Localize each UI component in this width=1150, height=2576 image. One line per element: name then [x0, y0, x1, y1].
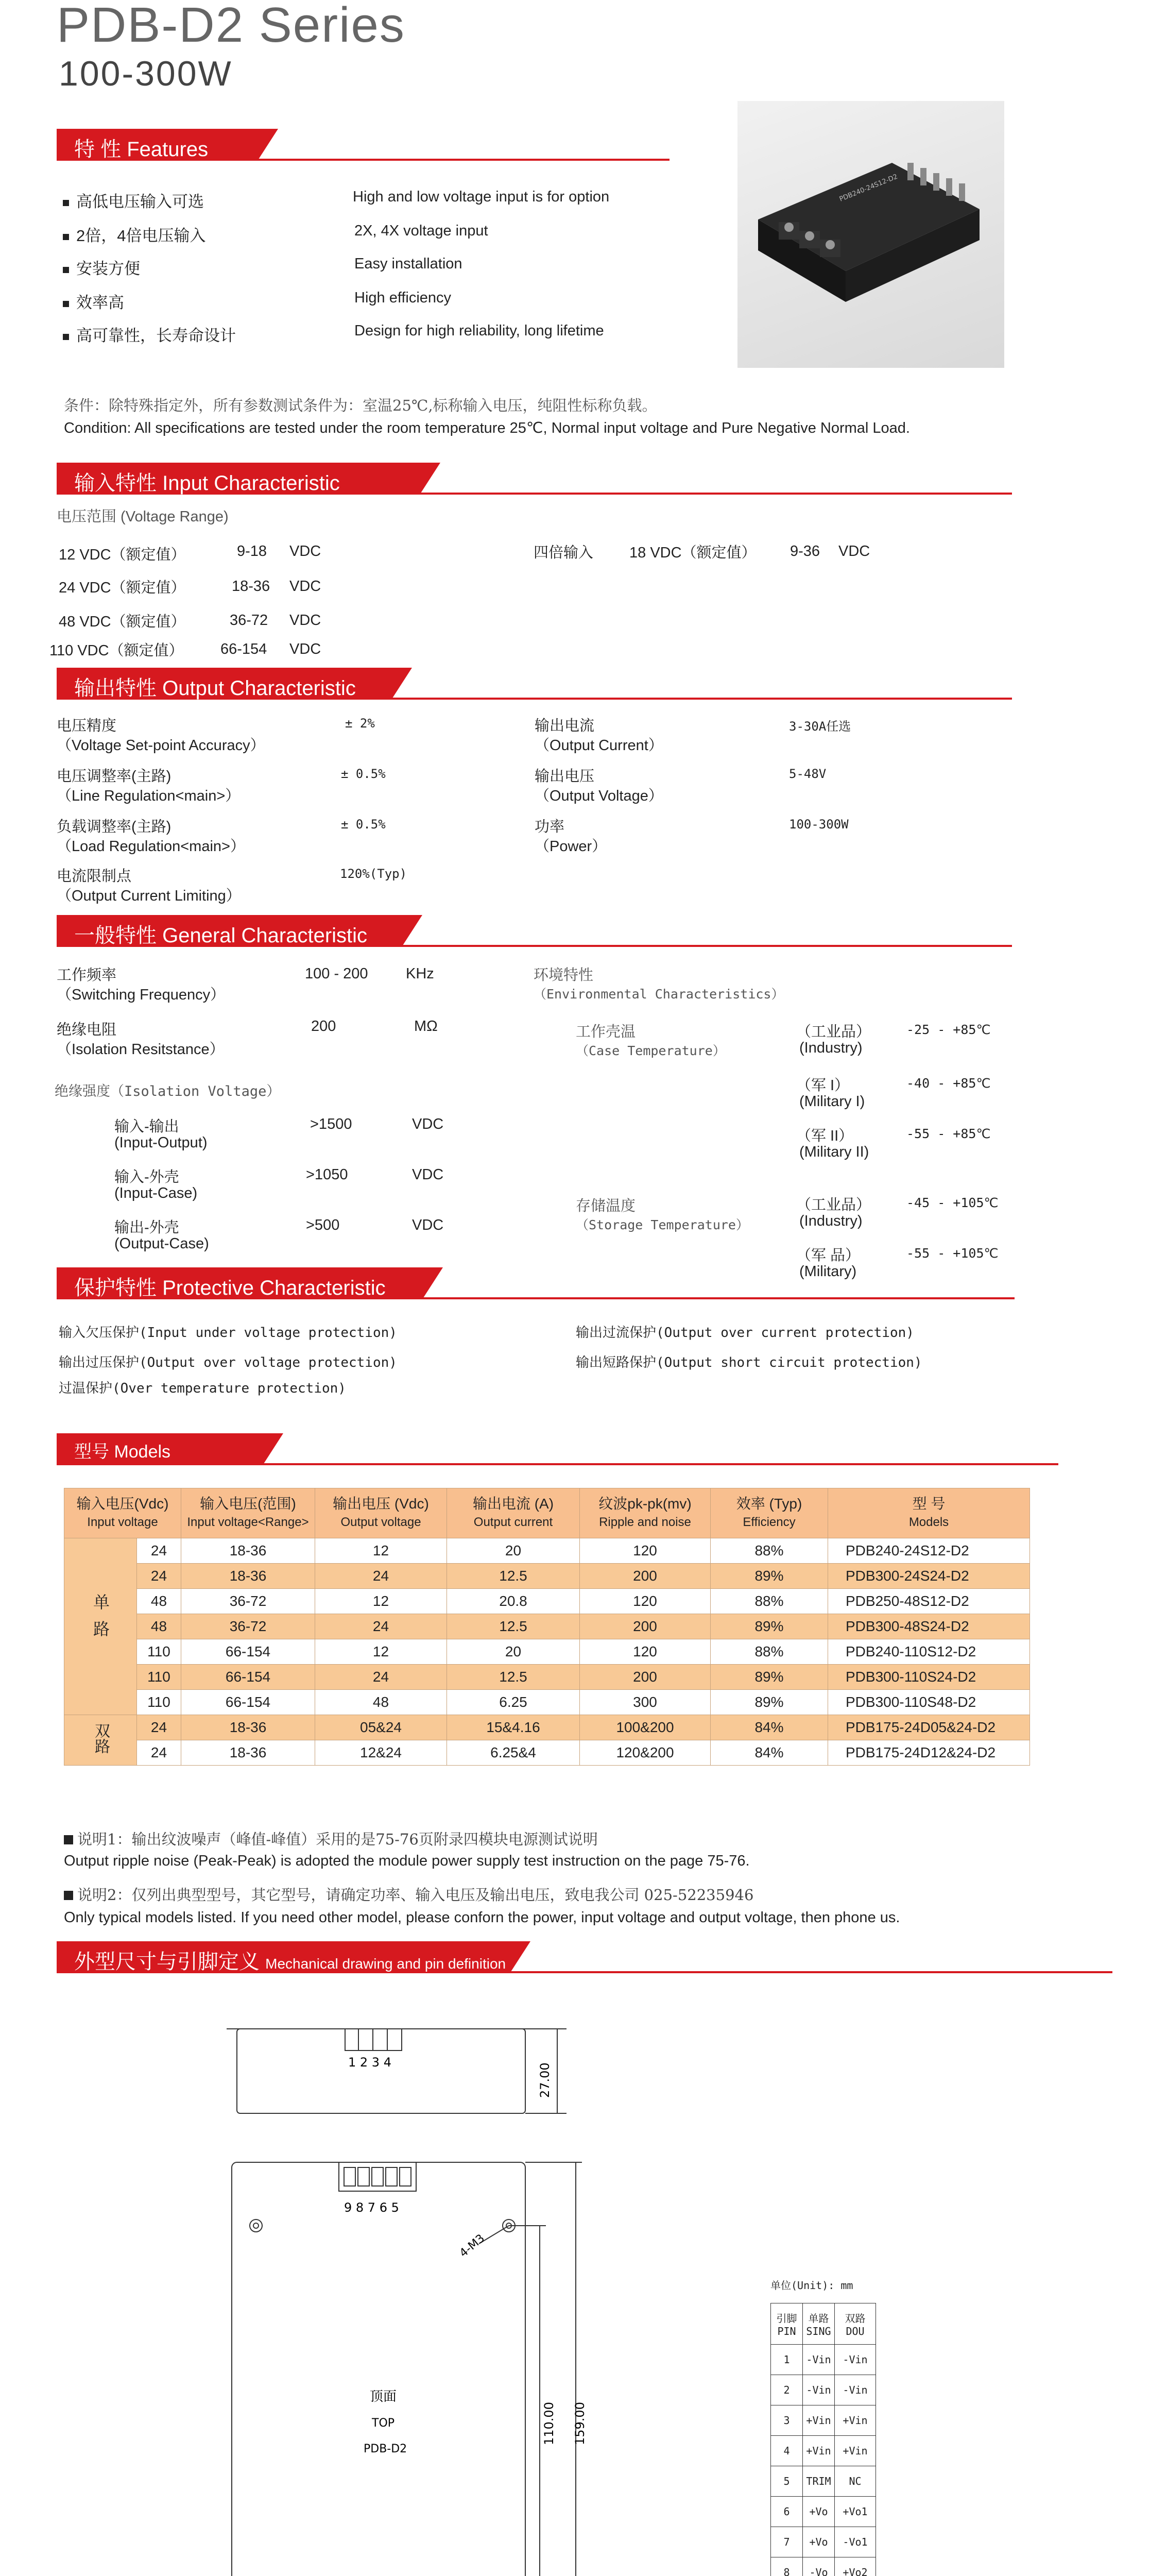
table-cell: 24 [315, 1564, 447, 1589]
output-param-en: （Output Current Limiting） [57, 888, 241, 904]
feature-item-en: High efficiency [354, 290, 452, 306]
table-cell: 89% [711, 1564, 828, 1589]
col-header: 输出电流 (A) Output current [447, 1488, 580, 1538]
freq-en: （Switching Frequency） [57, 987, 226, 1003]
freq-cn: 工作频率 [57, 967, 117, 984]
table-cell: 18-36 [181, 1740, 315, 1766]
input-banner-label: 输入特性 Input Characteristic [74, 472, 340, 495]
output-param-cn: 输出电流 [535, 718, 595, 734]
input-row-range: 18-36 [232, 578, 270, 595]
quad-input-name: 18 VDC（额定值） [629, 545, 757, 561]
table-row [64, 1715, 1030, 1740]
note-2-en: Only typical models listed. If you need other model, please conforn the power, input voltage and output voltage, then phone us. [64, 1909, 900, 1926]
table-cell: 24 [137, 1740, 181, 1766]
input-row-unit: VDC [289, 612, 321, 629]
case-grade: （军 II） [796, 1128, 854, 1144]
input-row-range: 36-72 [230, 612, 268, 629]
page-title: PDB-D2 Series [57, 0, 405, 53]
group-double: 双路 [64, 1715, 137, 1766]
pin-row [771, 2497, 876, 2527]
table-cell: 12.5 [447, 1564, 580, 1589]
table-cell: 200 [580, 1564, 711, 1589]
pin-row [771, 2405, 876, 2436]
iso-val: >500 [306, 1217, 340, 1233]
feature-item: 效率高 [63, 290, 124, 313]
feature-item: 安装方便 [63, 256, 140, 279]
env-cn: 环境特性 [534, 967, 594, 984]
table-cell: 20 [447, 1538, 580, 1564]
freq-val: 100 - 200 [305, 965, 368, 982]
side-pins: 1 2 3 4 [348, 2055, 391, 2070]
model-cell: PDB175-24D12&24-D2 [828, 1740, 1030, 1766]
model-cell: PDB300-24S24-D2 [828, 1564, 1030, 1589]
table-cell: 84% [711, 1740, 828, 1766]
col-header: 输入电压(范围) Input voltage<Range> [181, 1488, 315, 1538]
case-range: -25 - +85℃ [906, 1022, 991, 1037]
hole-label: 4-M3 [457, 2232, 487, 2260]
storage-grade: （军 品） [796, 1247, 861, 1264]
iso-en: (Input-Output) [114, 1134, 208, 1151]
output-param-en: （Power） [535, 838, 607, 855]
output-param-val: ± 0.5% [341, 767, 386, 781]
pin-cell: -Vin [803, 2375, 835, 2405]
input-row-range: 66-154 [220, 641, 267, 657]
pin-row [771, 2375, 876, 2405]
table-cell: 18-36 [181, 1538, 315, 1564]
pin-cell: 1 [771, 2345, 803, 2375]
table-cell: 66-154 [181, 1690, 315, 1715]
feature-item-en: 2X, 4X voltage input [354, 223, 488, 239]
top-label-cn: 顶面 [370, 2389, 397, 2404]
output-param-en: （Voltage Set-point Accuracy） [57, 737, 265, 754]
output-param-en: （Line Regulation<main>） [57, 788, 241, 804]
output-param-cn: 输出电压 [535, 768, 595, 785]
output-param-val: 100-300W [789, 817, 849, 832]
table-row [64, 1740, 1030, 1766]
pin-row [771, 2436, 876, 2466]
case-range: -40 - +85℃ [906, 1076, 991, 1091]
protect-item: 输出过流保护(Output over current protection) [576, 1325, 914, 1341]
table-cell: 66-154 [181, 1665, 315, 1690]
storage-grade-en: (Industry) [799, 1213, 863, 1229]
output-param-cn: 电压精度 [57, 718, 117, 734]
quad-input-range: 9-36 [790, 543, 820, 560]
table-cell: 88% [711, 1639, 828, 1665]
table-cell: 84% [711, 1715, 828, 1740]
features-banner-label: 特 性 Features [74, 138, 209, 161]
pin-cell: 6 [771, 2497, 803, 2527]
table-cell: 120 [580, 1589, 711, 1614]
table-cell: 24 [137, 1538, 181, 1564]
iso-unit: VDC [412, 1166, 444, 1183]
note-1-cn: 说明1：输出纹波噪声（峰值-峰值）采用的是75-76页附录四模块电源测试说明 [64, 1828, 598, 1849]
table-cell: 200 [580, 1665, 711, 1690]
product-image [737, 101, 1004, 368]
models-table [64, 1488, 1030, 1766]
table-cell: 24 [137, 1715, 181, 1740]
pin-cell: -Vin [835, 2375, 876, 2405]
table-cell: 36-72 [181, 1614, 315, 1639]
table-cell: 48 [137, 1614, 181, 1639]
res-val: 200 [311, 1018, 336, 1035]
table-cell: 12.5 [447, 1665, 580, 1690]
top-model: PDB-D2 [364, 2443, 407, 2455]
table-cell: 6.25 [447, 1690, 580, 1715]
table-cell: 110 [137, 1639, 181, 1665]
table-row [64, 1564, 1030, 1589]
output-param-val: 120%(Typ) [340, 867, 407, 881]
table-cell: 24 [137, 1564, 181, 1589]
table-cell: 120 [580, 1639, 711, 1665]
quad-input-unit: VDC [838, 543, 870, 560]
table-cell: 15&4.16 [447, 1715, 580, 1740]
feature-item-en: Easy installation [354, 256, 462, 272]
pin-cell: 2 [771, 2375, 803, 2405]
protect-item: 输出短路保护(Output short circuit protection) [576, 1355, 922, 1370]
pin-cell: 4 [771, 2436, 803, 2466]
table-cell: 18-36 [181, 1715, 315, 1740]
protect-item: 过温保护(Over temperature protection) [59, 1381, 346, 1396]
input-row-name: 12 VDC（额定值） [59, 547, 186, 563]
pin-cell: +Vo [803, 2527, 835, 2557]
pin-cell: 7 [771, 2527, 803, 2557]
model-cell: PDB175-24D05&24-D2 [828, 1715, 1030, 1740]
model-cell: PDB240-24S12-D2 [828, 1538, 1030, 1564]
pin-cell: 3 [771, 2405, 803, 2436]
protect-banner-label: 保护特性 Protective Characteristic [74, 1277, 386, 1299]
output-param-val: ± 0.5% [341, 817, 386, 832]
table-cell: 48 [137, 1589, 181, 1614]
pin-cell: 5 [771, 2466, 803, 2497]
output-param-val: 3-30A任选 [789, 719, 851, 734]
pin-row [771, 2466, 876, 2497]
pin-cell: +Vo1 [835, 2497, 876, 2527]
pin-cell: -Vo1 [835, 2527, 876, 2557]
storage-range: -55 - +105℃ [906, 1246, 999, 1261]
table-cell: 36-72 [181, 1589, 315, 1614]
dim-outer-height: 159.00 [573, 2402, 587, 2445]
dim-inner-height: 110.00 [542, 2402, 556, 2445]
note-2-cn: 说明2：仅列出典型型号，其它型号，请确定功率、输入电压及输出电压，致电我公司 025-52235946 [64, 1884, 753, 1905]
models-banner-label: 型号 Models [74, 1442, 171, 1462]
protect-item: 输出过压保护(Output over voltage protection) [59, 1355, 397, 1370]
iso-val: >1500 [310, 1116, 352, 1132]
table-row [64, 1538, 1030, 1564]
unit-label: 单位(Unit): mm [770, 2279, 853, 2292]
pin-col-header: 单路 SING [803, 2303, 835, 2345]
pin-cell: -Vo [803, 2557, 835, 2576]
table-cell: 20.8 [447, 1589, 580, 1614]
note-1-en: Output ripple noise (Peak-Peak) is adopted the module power supply test instruction on the page 75-76. [64, 1853, 750, 1869]
pin-cell: +Vin [835, 2436, 876, 2466]
pin-cell: +Vin [835, 2405, 876, 2436]
input-row-unit: VDC [289, 641, 321, 657]
quad-input-label: 四倍输入 [534, 545, 594, 561]
case-en: （Case Temperature） [576, 1043, 726, 1058]
iso-cn: 输出-外壳 [114, 1219, 179, 1236]
case-grade-en: (Industry) [799, 1040, 863, 1056]
env-en: （Environmental Characteristics） [534, 987, 784, 1002]
side-height: 27.00 [538, 2062, 552, 2098]
table-cell: 48 [315, 1690, 447, 1715]
mech-banner-label: 外型尺寸与引脚定义 Mechanical drawing and pin definition [74, 1951, 506, 1973]
model-cell: PDB240-110S12-D2 [828, 1639, 1030, 1665]
product-label: PDB240-24S12-D2 [838, 173, 899, 204]
case-grade-en: (Military II) [799, 1144, 869, 1160]
case-range: -55 - +85℃ [906, 1126, 991, 1141]
table-cell: 110 [137, 1665, 181, 1690]
pin-cell: +Vo [803, 2497, 835, 2527]
iso-unit: VDC [412, 1116, 444, 1132]
table-cell: 6.25&4 [447, 1740, 580, 1766]
table-cell: 12 [315, 1538, 447, 1564]
table-cell: 120 [580, 1538, 711, 1564]
top-pins: 9 8 7 6 5 [344, 2200, 399, 2215]
iso-en: (Input-Case) [114, 1185, 198, 1201]
col-header: 效率 (Typ) Efficiency [711, 1488, 828, 1538]
input-row-range: 9-18 [237, 543, 267, 560]
case-grade-en: (Military I) [799, 1093, 865, 1110]
iso-val: >1050 [306, 1166, 348, 1183]
table-cell: 24 [315, 1614, 447, 1639]
table-cell: 89% [711, 1690, 828, 1715]
table-cell: 12&24 [315, 1740, 447, 1766]
table-cell: 88% [711, 1538, 828, 1564]
res-en: （Isolation Resitstance） [57, 1041, 225, 1058]
res-cn: 绝缘电阻 [57, 1022, 117, 1038]
voltage-range-label: 电压范围 (Voltage Range) [57, 509, 229, 525]
product-photo [737, 101, 1004, 368]
output-param-val: ± 2% [345, 716, 375, 731]
feature-item: 高可靠性，长寿命设计 [63, 323, 236, 346]
feature-item: 高低电压输入可选 [63, 189, 204, 212]
input-row-unit: VDC [289, 578, 321, 595]
table-cell: 100&200 [580, 1715, 711, 1740]
iso-label: 绝缘强度（Isolation Voltage） [55, 1083, 281, 1099]
storage-cn: 存储温度 [576, 1198, 636, 1214]
pin-cell: NC [835, 2466, 876, 2497]
col-header: 纹波pk-pk(mv) Ripple and noise [580, 1488, 711, 1538]
input-row-name: 48 VDC（额定值） [59, 614, 186, 630]
general-banner-label: 一般特性 General Characteristic [74, 924, 368, 947]
feature-item-en: Design for high reliability, long lifetime [354, 323, 604, 339]
pin-header-row [771, 2303, 876, 2345]
table-row [64, 1639, 1030, 1665]
table-header-row [64, 1488, 1030, 1538]
pin-cell: 8 [771, 2557, 803, 2576]
table-cell: 66-154 [181, 1639, 315, 1665]
table-cell: 12.5 [447, 1614, 580, 1639]
case-grade: （军 I） [796, 1077, 850, 1094]
conditions-en: Condition: All specifications are tested under the room temperature 25℃, Normal input voltage and Pure Negative Normal Load. [64, 420, 910, 436]
output-param-en: （Output Voltage） [535, 788, 663, 804]
storage-en: （Storage Temperature） [576, 1217, 749, 1232]
model-cell: PDB300-48S24-D2 [828, 1614, 1030, 1639]
table-cell: 12 [315, 1589, 447, 1614]
model-cell: PDB300-110S24-D2 [828, 1665, 1030, 1690]
table-cell: 300 [580, 1690, 711, 1715]
protect-item: 输入欠压保护(Input under voltage protection) [59, 1325, 397, 1341]
output-param-cn: 电流限制点 [57, 868, 132, 885]
col-header: 型 号 Models [828, 1488, 1030, 1538]
page-subtitle: 100-300W [59, 54, 233, 93]
conditions-cn: 条件：除特殊指定外，所有参数测试条件为：室温25℃,标称输入电压，纯阻性标称负载。 [64, 397, 657, 414]
pin-cell: +Vo2 [835, 2557, 876, 2576]
output-param-cn: 功率 [535, 819, 565, 835]
output-param-cn: 负载调整率(主路) [57, 819, 171, 835]
output-param-val: 5-48V [789, 767, 827, 781]
table-cell: 18-36 [181, 1564, 315, 1589]
group-single: 单路 [64, 1538, 137, 1715]
table-row [64, 1690, 1030, 1715]
pin-cell: -Vin [835, 2345, 876, 2375]
pin-col-header: 引脚 PIN [771, 2303, 803, 2345]
table-cell: 110 [137, 1690, 181, 1715]
table-cell: 120&200 [580, 1740, 711, 1766]
output-param-cn: 电压调整率(主路) [57, 768, 171, 785]
model-cell: PDB250-48S12-D2 [828, 1589, 1030, 1614]
pin-row [771, 2527, 876, 2557]
output-param-en: （Output Current） [535, 737, 663, 754]
pin-table [770, 2303, 876, 2576]
table-cell: 12 [315, 1639, 447, 1665]
output-param-en: （Load Regulation<main>） [57, 838, 245, 855]
col-header: 输出电压 (Vdc) Output voltage [315, 1488, 447, 1538]
pin-cell: TRIM [803, 2466, 835, 2497]
freq-unit: KHz [406, 965, 434, 982]
pin-cell: +Vin [803, 2405, 835, 2436]
table-cell: 20 [447, 1639, 580, 1665]
pin-row [771, 2557, 876, 2576]
input-row-name: 110 VDC（额定值） [49, 642, 184, 659]
feature-item: 2倍，4倍电压输入 [63, 223, 205, 246]
feature-item-en: High and low voltage input is for option [353, 189, 610, 205]
model-cell: PDB300-110S48-D2 [828, 1690, 1030, 1715]
storage-range: -45 - +105℃ [906, 1195, 999, 1210]
table-cell: 89% [711, 1665, 828, 1690]
table-cell: 24 [315, 1665, 447, 1690]
table-cell: 89% [711, 1614, 828, 1639]
storage-grade-en: (Military) [799, 1263, 857, 1280]
case-cn: 工作壳温 [576, 1024, 636, 1040]
table-cell: 200 [580, 1614, 711, 1639]
output-banner-label: 输出特性 Output Characteristic [74, 677, 356, 700]
mechanical-drawing [206, 2009, 618, 2576]
pin-col-header: 双路 DOU [835, 2303, 876, 2345]
table-row [64, 1665, 1030, 1690]
iso-cn: 输入-外壳 [114, 1169, 179, 1185]
top-label-en: TOP [372, 2417, 395, 2430]
table-cell: 05&24 [315, 1715, 447, 1740]
pin-cell: -Vin [803, 2345, 835, 2375]
table-cell: 88% [711, 1589, 828, 1614]
storage-grade: （工业品） [796, 1197, 871, 1213]
iso-unit: VDC [412, 1217, 444, 1233]
case-grade: （工业品） [796, 1024, 871, 1040]
col-header: 输入电压(Vdc) Input voltage [64, 1488, 181, 1538]
res-unit: MΩ [414, 1018, 438, 1035]
table-row [64, 1589, 1030, 1614]
input-row-unit: VDC [289, 543, 321, 560]
input-row-name: 24 VDC（额定值） [59, 580, 186, 596]
pin-row [771, 2345, 876, 2375]
iso-en: (Output-Case) [114, 1235, 209, 1252]
pin-cell: +Vin [803, 2436, 835, 2466]
table-row [64, 1614, 1030, 1639]
iso-cn: 输入-输出 [114, 1118, 179, 1135]
